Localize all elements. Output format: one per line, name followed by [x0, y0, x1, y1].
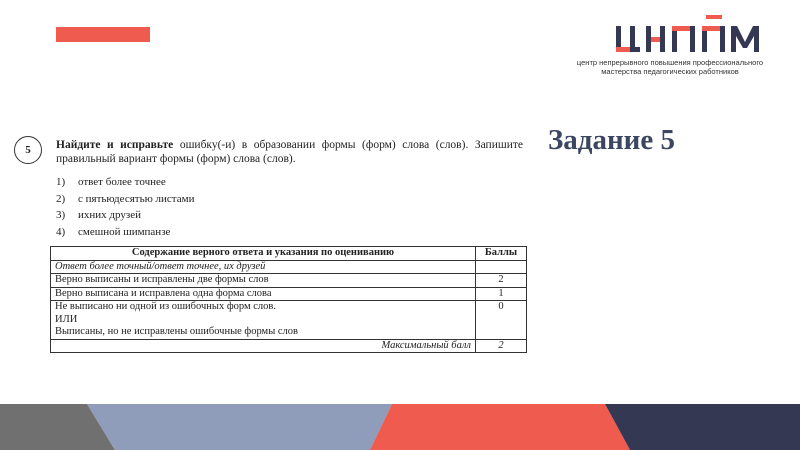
footer-red-band — [370, 404, 630, 450]
list-item — [56, 224, 194, 241]
table-row-max — [51, 339, 527, 353]
item-number: 1) — [56, 176, 66, 188]
points: 2 — [476, 274, 527, 288]
item-number: 4) — [56, 225, 66, 238]
criterion-line: Выписаны, но не исправлены ошибочные формы слов — [55, 326, 298, 337]
logo-subtitle-line2: мастерства педагогических работников — [601, 67, 739, 76]
header-points: Баллы — [476, 247, 527, 261]
criterion — [51, 301, 476, 340]
footer-navy-band — [605, 404, 800, 450]
logo-subtitle-line1: центр непрерывного повышения профессионального — [576, 58, 764, 67]
task-text: ошибку(-и) в образовании формы (форм) слова (слов). Запишите правильный вариант формы (форм) слова (слов). — [56, 139, 523, 165]
table-row — [51, 274, 527, 288]
footer-blue-band — [87, 404, 392, 450]
correct-answer: Ответ более точный/ответ точнее, их друзей — [55, 260, 266, 272]
criterion: Верно выписаны и исправлены две формы слов — [51, 274, 476, 288]
criterion-line: Не выписано ни одной из ошибочных форм слов. — [55, 301, 276, 312]
item-number: 2) — [56, 192, 66, 205]
table-row — [51, 287, 527, 301]
decorative-red-bar — [56, 27, 150, 42]
task-options — [56, 174, 194, 240]
cnppm-logo — [614, 12, 764, 60]
points: 1 — [476, 287, 527, 301]
item-text: ответ более точнее — [78, 176, 166, 188]
logo-subtitle — [570, 58, 770, 76]
table-header — [51, 247, 527, 261]
criterion: Верно выписана и исправлена одна форма слова — [51, 287, 476, 301]
item-text: с пятьюдесятью листами — [78, 192, 195, 205]
slide-title: Задание 5 — [548, 124, 676, 156]
header-content: Содержание верного ответа и указания по оцениванию — [51, 247, 476, 261]
points: 0 — [476, 301, 527, 340]
max-points: 2 — [498, 339, 504, 351]
item-text: ихних друзей — [78, 209, 141, 221]
grading-table — [50, 246, 527, 353]
table-row — [51, 260, 527, 274]
list-item — [56, 174, 194, 191]
item-number: 3) — [56, 209, 66, 221]
list-item — [56, 191, 194, 208]
item-text: смешной шимпанзе — [78, 225, 171, 238]
table-row — [51, 301, 527, 340]
footer-decoration — [0, 404, 800, 450]
task-number: 5 — [14, 136, 42, 164]
max-label: Максимальный балл — [381, 339, 471, 351]
task-bold-intro: Найдите и исправьте — [56, 139, 174, 151]
task-instruction — [56, 138, 523, 166]
list-item — [56, 207, 194, 224]
criterion-or: ИЛИ — [55, 313, 78, 325]
